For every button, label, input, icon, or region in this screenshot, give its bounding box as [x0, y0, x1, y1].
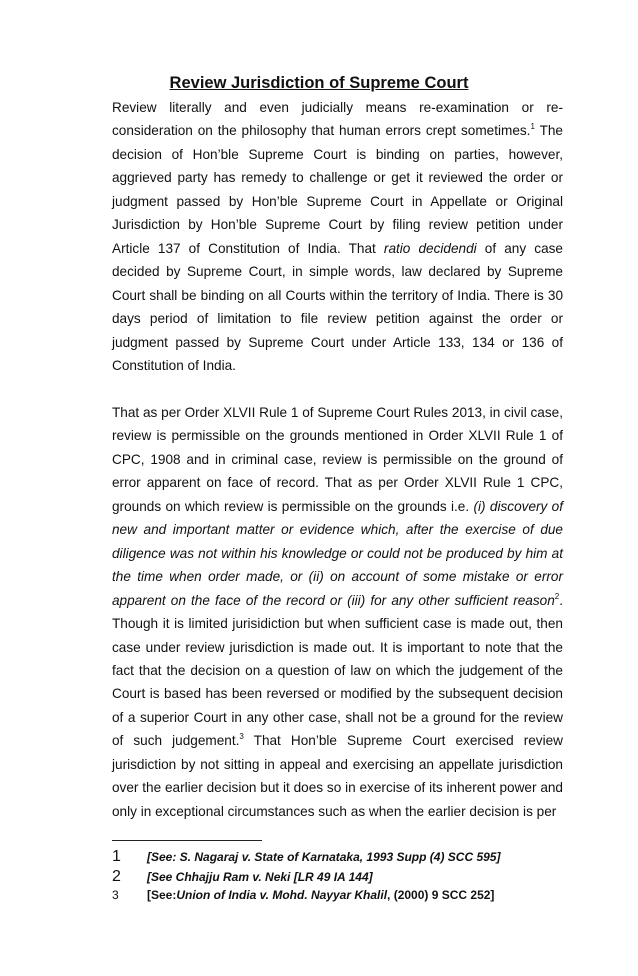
footnote-text: [See: S. Nagaraj v. State of Karnataka, 1993 Supp (4) SCC 595]: [147, 850, 501, 864]
footnote-case-name: Union of India v. Mohd. Nayyar Khalil: [176, 888, 388, 902]
footnote-number: 2: [112, 868, 121, 885]
footnote-1: [112, 848, 500, 866]
paragraph-1-text-b: The decision of Hon’ble Supreme Court is binding on parties, however, aggrieved party has remedy to challenge or get it reviewed the order or judgment passed by Hon’ble Supreme Court in Appellate or Original Jurisdiction by Hon’ble Supreme Court by filing review petition under Article 137 of Constitution of India. That: [112, 123, 563, 256]
footnote-text: [See Chhajju Ram v. Neki [LR 49 IA 144]: [147, 870, 373, 884]
footnote-separator: [112, 840, 262, 841]
paragraph-1: [112, 96, 563, 377]
paragraph-2-text-b: . Though it is limited jurisidiction but when sufficient case is made out, then case under review jurisdiction is made out. It is important to note that the fact that the decision on a question of law on which the judgement of the Court is based has been reversed or modified by the subsequent decision of a superior Court in any other case, shall not be a ground for the review of such judgement.: [112, 592, 563, 749]
paragraph-2-text-a: That as per Order XLVII Rule 1 of Supreme Court Rules 2013, in civil case, review is permissible on the grounds mentioned in Order XLVII Rule 1 of CPC, 1908 and in criminal case, review is permissible on the ground of error apparent on face of record. That as per Order XLVII Rule 1 CPC, grounds on which review is permissible on the grounds i.e.: [112, 405, 563, 514]
footnote-3: [112, 888, 494, 902]
review-grounds-text: (i) discovery of new and important matter or evidence which, after the exercise of due diligence was not within his knowledge or could not be produced by him at the time when order made, or (ii) on account of some mistake or error apparent on the face of the record or (iii) for any other sufficient reason: [112, 498, 563, 608]
footnote-prefix: [See:: [147, 888, 177, 902]
page-title: Review Jurisdiction of Supreme Court: [169, 74, 469, 92]
paragraph-2-text-c: That Hon’ble Supreme Court exercised review jurisdiction by not sitting in appeal and exercising an appellate jurisdiction over the earlier decision but it does so in exercise of its inherent power and only in exceptional circumstances such as when the earlier decision is per: [112, 733, 563, 819]
footnote-ref-3[interactable]: 3: [239, 732, 244, 742]
footnote-citation: , (2000) 9 SCC 252]: [387, 888, 495, 902]
footnote-number: 3: [112, 888, 119, 902]
footnote-number: 1: [112, 848, 121, 865]
footnote-ref-1[interactable]: 1: [530, 122, 535, 132]
paragraph-2: [112, 401, 563, 823]
footnote-2: [112, 868, 373, 886]
paragraph-1-text-a: Review literally and even judicially means re-examination or re-consideration on the philosophy that human errors crept sometimes.: [112, 100, 563, 139]
ratio-decidendi-term: ratio decidendi: [383, 240, 477, 256]
paragraph-1-text-c: of any case decided by Supreme Court, in simple words, law declared by Supreme Court shall be binding on all Courts within the territory of India. There is 30 days period of limitation to file review petition against the order or judgment passed by Supreme Court under Article 133, 134 or 136 of Constitution of India.: [112, 240, 563, 373]
footnote-ref-2[interactable]: 2: [554, 591, 560, 601]
